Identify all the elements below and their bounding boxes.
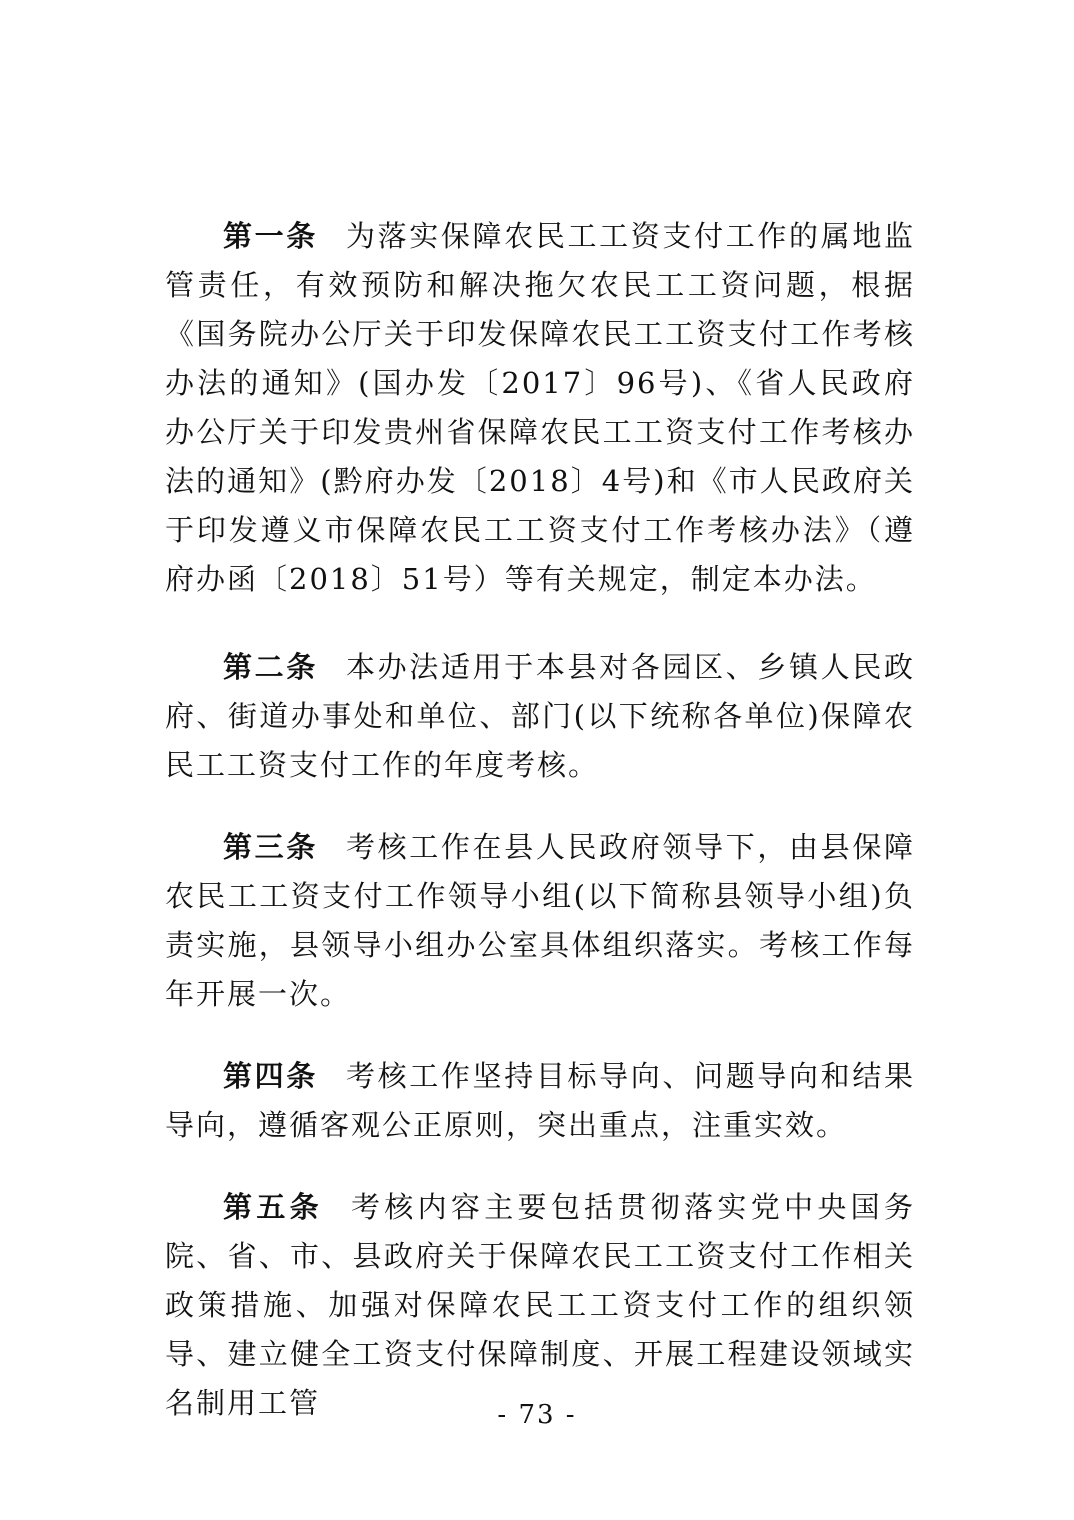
article-2 bbox=[165, 643, 915, 790]
article-5-title: 第五条 bbox=[223, 1190, 323, 1224]
article-4-text: 考核工作坚持目标导向、问题导向和结果导向，遵循客观公正原则，突出重点，注重实效。 bbox=[165, 1059, 915, 1142]
article-5-text: 考核内容主要包括贯彻落实党中央国务院、省、市、县政府关于保障农民工工资支付工作相关政策措施、加强对保障农民工工资支付工作的组织领导、建立健全工资支付保障制度、开展工程建设领域实名制用工管 bbox=[165, 1190, 915, 1420]
article-2-text: 本办法适用于本县对各园区、乡镇人民政府、街道办事处和单位、部门(以下统称各单位)保障农民工工资支付工作的年度考核。 bbox=[165, 650, 915, 782]
article-1 bbox=[165, 212, 915, 604]
article-2-title: 第二条 bbox=[223, 650, 318, 684]
article-3-text: 考核工作在县人民政府领导下，由县保障农民工工资支付工作领导小组(以下简称县领导小组)负责实施，县领导小组办公室具体组织落实。考核工作每年开展一次。 bbox=[165, 830, 915, 1011]
article-3 bbox=[165, 823, 915, 1019]
article-3-title: 第三条 bbox=[223, 830, 318, 864]
article-4-title: 第四条 bbox=[223, 1059, 318, 1093]
article-5 bbox=[165, 1183, 915, 1428]
article-1-text: 为落实保障农民工工资支付工作的属地监管责任，有效预防和解决拖欠农民工工资问题，根据《国务院办公厅关于印发保障农民工工资支付工作考核办法的通知》(国办发〔2017〕96号)、《省人民政府办公厅关于印发贵州省保障农民工工资支付工作考核办法的通知》(黔府办发〔2018〕4号)和《市人民政府关于印发遵义市保障农民工工资支付工作考核办法》（遵府办函〔2018〕51号）等有关规定，制定本办法。 bbox=[165, 219, 915, 596]
article-4 bbox=[165, 1052, 915, 1150]
page-number: - 73 - bbox=[497, 1400, 577, 1430]
article-1-title: 第一条 bbox=[223, 219, 318, 253]
